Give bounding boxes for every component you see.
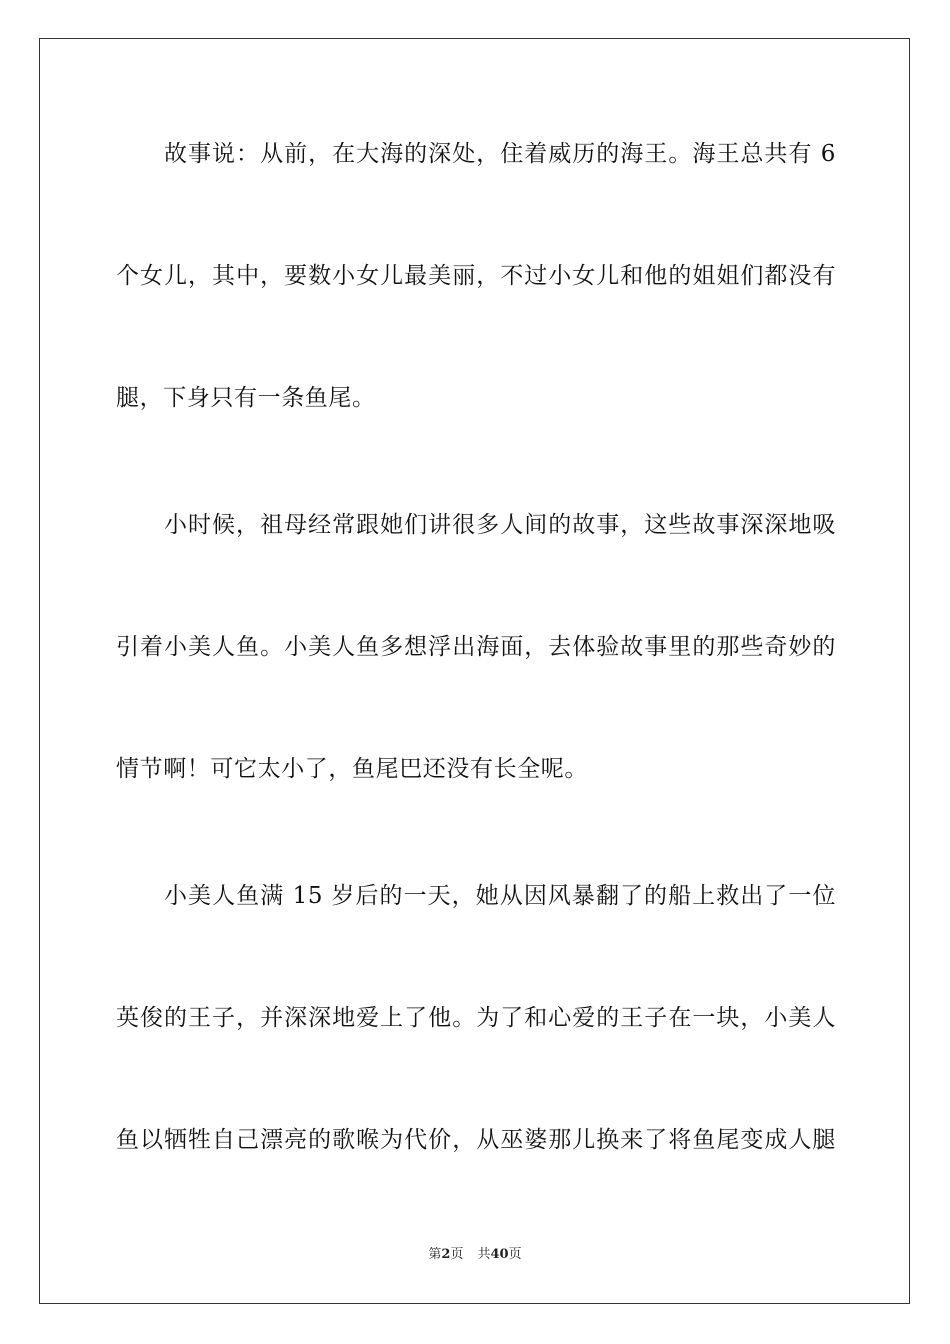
page-footer — [0, 1246, 950, 1264]
page-border — [39, 38, 910, 1304]
paragraph-2-line-1: 小时候，祖母经常跟她们讲很多人间的故事，这些故事深深地吸 — [164, 512, 836, 538]
paragraph-3-line-3: 鱼以牺牲自己漂亮的歌喉为代价，从巫婆那儿换来了将鱼尾变成人腿 — [116, 1127, 836, 1153]
paragraph-3-line-2: 英俊的王子，并深深地爱上了他。为了和心爱的王子在一块，小美人 — [116, 1005, 836, 1031]
paragraph-2-line-2: 引着小美人鱼。小美人鱼多想浮出海面，去体验故事里的那些奇妙的 — [116, 634, 836, 660]
total-prefix: 共 — [477, 1247, 491, 1262]
paragraph-1-line-2: 个女儿，其中，要数小女儿最美丽，不过小女儿和他的姐姐们都没有 — [116, 263, 836, 289]
page-prefix: 第 — [428, 1247, 442, 1262]
paragraph-1-line-1: 故事说：从前，在大海的深处，住着威历的海王。海王总共有 6 — [164, 141, 836, 167]
page-suffix: 页 — [450, 1247, 464, 1262]
paragraph-1-line-3: 腿，下身只有一条鱼尾。 — [116, 385, 376, 411]
paragraph-2-line-3: 情节啊！可它太小了，鱼尾巴还没有长全呢。 — [116, 756, 588, 782]
page-number: 2 — [441, 1247, 451, 1262]
paragraph-3-line-1: 小美人鱼满 15 岁后的一天，她从因风暴翻了的船上救出了一位 — [164, 883, 836, 909]
total-pages: 40 — [490, 1247, 509, 1262]
total-suffix: 页 — [508, 1247, 522, 1262]
